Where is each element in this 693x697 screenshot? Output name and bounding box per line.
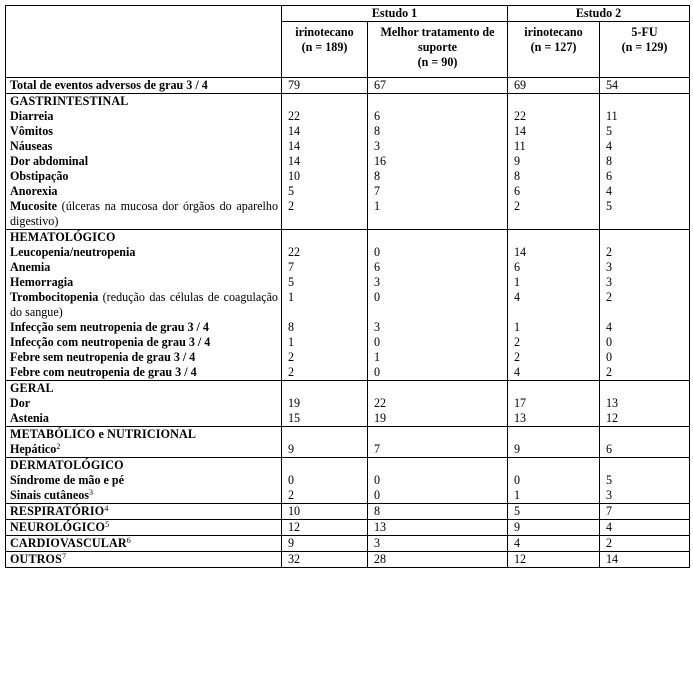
col-n: (n = 127) [530,40,577,54]
section-title-spacer [374,94,503,109]
col-name: irinotecano [524,25,583,39]
value: 3 [606,275,613,289]
table-row [6,520,690,536]
section-value-cell [282,427,368,458]
value: 12 [606,411,619,425]
value-cell: 67 [368,78,508,94]
value-cell: 28 [368,552,508,568]
value-cell: 10 [282,504,368,520]
section-title-spacer [606,230,685,245]
section-item-label [10,124,278,139]
item-label-text: Trombocitopenia [10,290,99,304]
value: 8 [374,124,381,138]
value: 9 [514,442,521,456]
value: 1 [288,290,295,304]
row-label-text: Total de eventos adversos de grau 3 / 4 [10,78,208,92]
value: 1 [514,320,521,334]
section-title-spacer [374,427,503,442]
section-value-cell [282,381,368,427]
col-n: (n = 129) [621,40,668,54]
section-row-gastro [6,94,690,230]
row-label-text: OUTROS [10,552,62,566]
value: 6 [606,169,613,183]
row-label [6,552,282,568]
value: 14 [288,139,301,153]
section-item-label [10,245,278,260]
wrap-spacer [514,305,595,320]
value: 1 [514,488,521,502]
value: 4 [606,184,613,198]
value-cell: 14 [600,552,690,568]
section-value-cell [282,458,368,504]
section-title-spacer [514,381,595,396]
footnote-marker: 6 [126,536,131,545]
section-value-cell [368,230,508,381]
value: 1 [374,199,381,213]
value-cell: 3 [368,536,508,552]
item-label-text: Infecção com neutropenia de grau 3 / 4 [10,335,211,349]
col-header-irinotecano-study1 [282,22,368,78]
section-title: METABÓLICO e NUTRICIONAL [10,427,197,441]
value: 11 [606,109,618,123]
value: 2 [288,365,295,379]
value: 0 [606,335,613,349]
adverse-events-table [5,5,690,568]
col-n: (n = 189) [301,40,348,54]
value: 19 [288,396,301,410]
section-item-label [10,411,278,426]
value-cell: 79 [282,78,368,94]
value: 2 [288,350,295,364]
section-item-label [10,473,278,488]
item-label-text: Hepático [10,442,57,456]
value: 1 [514,275,521,289]
wrap-spacer [606,305,685,320]
value: 14 [288,154,301,168]
value: 1 [288,335,295,349]
section-item-label [10,184,278,199]
section-label-cell [6,381,282,427]
value: 14 [288,124,301,138]
section-title-spacer [514,230,595,245]
study-header-row [6,6,690,22]
wrap-spacer [288,214,363,229]
wrap-spacer [606,214,685,229]
value: 14 [514,124,527,138]
value: 22 [374,396,387,410]
wrap-spacer [374,214,503,229]
item-label-text: Dor [10,396,31,410]
value: 3 [606,260,613,274]
item-label-note: (úlceras na mucosa dor órgãos do aparelho digestivo) [10,199,278,228]
value: 2 [514,335,521,349]
col-header-irinotecano-study2 [508,22,600,78]
value-cell: 2 [600,536,690,552]
section-item-label [10,275,278,290]
item-label-text: Febre sem neutropenia de grau 3 / 4 [10,350,196,364]
row-label-text: RESPIRATÓRIO [10,504,105,518]
section-value-cell [508,230,600,381]
value: 4 [514,290,521,304]
value: 1 [374,350,381,364]
item-label-text: Dor abdominal [10,154,89,168]
value: 0 [374,473,381,487]
item-label-text: Anemia [10,260,51,274]
section-title: GERAL [10,381,54,395]
value: 0 [374,335,381,349]
value-cell: 12 [508,552,600,568]
value: 2 [288,488,295,502]
table-body [6,6,690,568]
value-cell: 5 [508,504,600,520]
section-value-cell [508,381,600,427]
value-cell: 7 [600,504,690,520]
value: 0 [514,473,521,487]
item-label-text: Sinais cutâneos [10,488,89,502]
value: 5 [288,184,295,198]
item-label-text: Obstipação [10,169,69,183]
section-value-cell [368,381,508,427]
wrap-spacer [374,305,503,320]
item-label-text: Infecção sem neutropenia de grau 3 / 4 [10,320,209,334]
value-cell: 4 [508,536,600,552]
section-title-spacer [374,230,503,245]
value-cell: 4 [600,520,690,536]
section-item-label [10,139,278,154]
section-value-cell [600,230,690,381]
footnote-marker: 3 [88,488,93,497]
section-value-cell [368,427,508,458]
item-label-text: Anorexia [10,184,58,198]
value: 6 [374,260,381,274]
section-item-label [10,320,278,335]
value: 6 [514,184,521,198]
section-title-spacer [374,381,503,396]
section-value-cell [368,458,508,504]
value: 17 [514,396,527,410]
value: 5 [288,275,295,289]
footnote-marker: 4 [104,504,109,513]
study1-header: Estudo 1 [282,6,508,22]
value: 3 [374,139,381,153]
study2-header: Estudo 2 [508,6,690,22]
value: 22 [514,109,527,123]
section-label-cell [6,94,282,230]
section-value-cell [508,427,600,458]
value: 0 [374,245,381,259]
item-label-text: Astenia [10,411,49,425]
value: 7 [374,442,381,456]
section-title-spacer [606,458,685,473]
value: 6 [374,109,381,123]
section-title: GASTRINTESTINAL [10,94,129,108]
footnote-marker: 5 [105,520,110,529]
value-cell: 69 [508,78,600,94]
col-name: 5-FU [631,25,658,39]
value: 4 [606,139,613,153]
section-row-dermato [6,458,690,504]
section-title-spacer [288,427,363,442]
value: 14 [514,245,527,259]
section-item-label [10,199,278,229]
value: 5 [606,473,613,487]
value-cell: 54 [600,78,690,94]
section-title-spacer [374,458,503,473]
value: 6 [606,442,613,456]
section-item-label [10,350,278,365]
value: 0 [374,290,381,304]
item-label-note: (redução das células de coagulação do sangue) [10,290,278,319]
row-label [6,78,282,94]
section-row-metab [6,427,690,458]
footnote-marker: 7 [61,552,66,561]
value-cell: 9 [508,520,600,536]
value: 5 [606,199,613,213]
section-value-cell [282,94,368,230]
section-row-hemato [6,230,690,381]
value: 4 [514,365,521,379]
value: 22 [288,245,301,259]
section-value-cell [368,94,508,230]
value: 11 [514,139,526,153]
section-value-cell [600,427,690,458]
value: 3 [374,320,381,334]
table-row [6,504,690,520]
section-title-spacer [606,381,685,396]
section-value-cell [508,94,600,230]
value: 7 [288,260,295,274]
value: 9 [514,154,521,168]
value: 8 [606,154,613,168]
section-title-spacer [606,94,685,109]
value-cell: 13 [368,520,508,536]
section-title-spacer [606,427,685,442]
value: 2 [514,199,521,213]
value: 6 [514,260,521,274]
value: 8 [514,169,521,183]
footnote-marker: 2 [56,442,61,451]
section-item-label [10,169,278,184]
value: 2 [288,199,295,213]
value: 0 [374,488,381,502]
section-value-cell [282,230,368,381]
section-title: DERMATOLÓGICO [10,458,124,472]
row-label-text: CARDIOVASCULAR [10,536,127,550]
section-value-cell [600,381,690,427]
section-label-cell [6,427,282,458]
value: 0 [288,473,295,487]
col-header-5fu [600,22,690,78]
value: 2 [606,365,613,379]
section-item-label [10,260,278,275]
section-value-cell [600,94,690,230]
value: 2 [606,290,613,304]
value-cell: 9 [282,536,368,552]
value: 3 [606,488,613,502]
section-item-label [10,396,278,411]
value: 0 [606,350,613,364]
table-row [6,536,690,552]
section-item-label [10,109,278,124]
item-label-text: Mucosite [10,199,58,213]
section-title: HEMATOLÓGICO [10,230,116,244]
value: 5 [606,124,613,138]
value: 7 [374,184,381,198]
section-title-spacer [288,381,363,396]
section-value-cell [508,458,600,504]
value: 3 [374,275,381,289]
value: 15 [288,411,301,425]
row-label [6,536,282,552]
header-empty-cell [6,6,282,78]
value: 22 [288,109,301,123]
value: 2 [606,245,613,259]
value-cell: 32 [282,552,368,568]
section-value-cell [600,458,690,504]
value: 9 [288,442,295,456]
value: 4 [606,320,613,334]
value: 2 [514,350,521,364]
item-label-text: Febre com neutropenia de grau 3 / 4 [10,365,197,379]
value: 16 [374,154,387,168]
value: 13 [606,396,619,410]
wrap-spacer [514,214,595,229]
value: 13 [514,411,527,425]
section-row-geral [6,381,690,427]
section-item-label [10,488,278,503]
item-label-text: Leucopenia/neutropenia [10,245,136,259]
col-name: irinotecano [295,25,354,39]
item-label-text: Vômitos [10,124,53,138]
section-title-spacer [288,230,363,245]
value: 8 [288,320,295,334]
value: 0 [374,365,381,379]
col-name: Melhor tratamento de suporte [380,25,495,54]
section-label-cell [6,458,282,504]
table-row [6,78,690,94]
wrap-spacer [288,305,363,320]
section-title-spacer [514,427,595,442]
col-header-best-supportive-care [368,22,508,78]
section-item-label [10,290,278,320]
row-label [6,520,282,536]
section-item-label [10,335,278,350]
value-cell: 12 [282,520,368,536]
value: 19 [374,411,387,425]
section-title-spacer [514,458,595,473]
item-label-text: Diarreia [10,109,54,123]
section-label-cell [6,230,282,381]
row-label-text: NEUROLÓGICO [10,520,106,534]
section-item-label [10,365,278,380]
item-label-text: Hemorragia [10,275,74,289]
col-n: (n = 90) [417,55,458,69]
value: 8 [374,169,381,183]
value-cell: 8 [368,504,508,520]
section-title-spacer [288,94,363,109]
item-label-text: Síndrome de mão e pé [10,473,124,487]
row-label [6,504,282,520]
item-label-text: Náuseas [10,139,53,153]
section-title-spacer [288,458,363,473]
table-row [6,552,690,568]
section-title-spacer [514,94,595,109]
value: 10 [288,169,301,183]
section-item-label [10,154,278,169]
section-item-label [10,442,278,457]
